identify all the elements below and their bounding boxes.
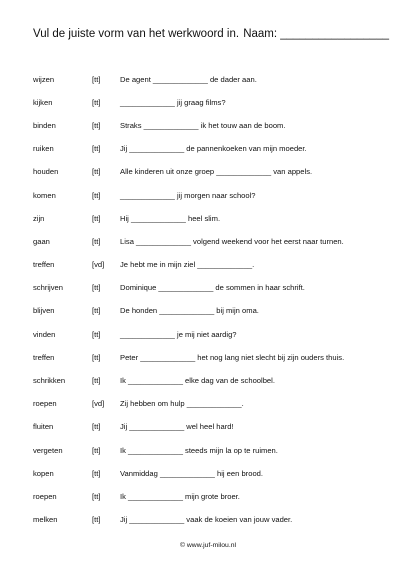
verb-infinitive: blijven [33,306,55,316]
verb-infinitive: binden [33,120,56,130]
exercise-sentence: Vanmiddag _____________ hij een brood. [120,468,263,478]
tense-tag: [tt] [92,306,101,316]
tense-tag: [tt] [92,329,101,339]
exercise-sentence: Lisa _____________ volgend weekend voor het eerst naar turnen. [120,236,344,246]
tense-tag: [tt] [92,376,101,386]
exercise-row [33,161,393,184]
tense-tag: [tt] [92,283,101,293]
exercise-sentence: Jij _____________ wel heel hard! [120,422,234,432]
exercise-sentence: Alle kinderen uit onze groep _____________ van appels. [120,167,313,177]
exercise-sentence: Peter _____________ het nog lang niet slecht bij zijn ouders thuis. [120,352,345,362]
tense-tag: [tt] [92,74,101,84]
exercise-row [33,462,393,485]
exercise-sentence: Zij hebben om hulp _____________. [120,399,244,409]
tense-tag: [tt] [92,144,101,154]
exercise-row [33,254,393,277]
verb-infinitive: kijken [33,97,53,107]
exercise-row [33,369,393,392]
verb-infinitive: houden [33,167,59,177]
copyright-footer: © www.juf-milou.nl [180,542,236,549]
worksheet-header [33,26,389,42]
verb-infinitive: fluiten [33,422,54,432]
exercise-row [33,91,393,114]
exercise-row [33,138,393,161]
verb-infinitive: treffen [33,352,55,362]
exercise-sentence: De agent _____________ de dader aan. [120,74,257,84]
exercise-sentence: _____________ je mij niet aardig? [120,329,237,339]
tense-tag: [tt] [92,167,101,177]
tense-tag: [tt] [92,445,101,455]
verb-infinitive: gaan [33,236,50,246]
exercise-row [33,346,393,369]
verb-infinitive: melken [33,515,58,525]
exercise-sentence: Straks _____________ ik het touw aan de boom. [120,120,286,130]
exercise-list [33,68,393,532]
verb-infinitive: schrikken [33,376,66,386]
exercise-sentence: Ik _____________ elke dag van de schoolbel. [120,376,275,386]
verb-infinitive: ruiken [33,144,54,154]
exercise-sentence: Hij _____________ heel slim. [120,213,221,223]
exercise-row [33,509,393,532]
tense-tag: [tt] [92,422,101,432]
exercise-row [33,300,393,323]
verb-infinitive: roepen [33,491,57,501]
tense-tag: [tt] [92,97,101,107]
exercise-row [33,416,393,439]
verb-infinitive: schrijven [33,283,63,293]
exercise-row [33,323,393,346]
verb-infinitive: roepen [33,399,57,409]
tense-tag: [tt] [92,515,101,525]
name-field-label: Naam: _________________ [243,28,389,40]
exercise-row [33,230,393,253]
exercise-sentence: Ik _____________ steeds mijn la op te ruimen. [120,445,278,455]
verb-infinitive: komen [33,190,56,200]
exercise-row [33,393,393,416]
exercise-sentence: Jij _____________ de pannenkoeken van mijn moeder. [120,144,307,154]
exercise-row [33,184,393,207]
tense-tag: [tt] [92,236,101,246]
exercise-sentence: Ik _____________ mijn grote broer. [120,491,240,501]
verb-infinitive: vergeten [33,445,63,455]
tense-tag: [tt] [92,468,101,478]
tense-tag: [tt] [92,352,101,362]
verb-infinitive: wijzen [33,74,55,84]
exercise-row [33,68,393,91]
exercise-sentence: Jij _____________ vaak de koeien van jouw vader. [120,515,293,525]
exercise-sentence: Je hebt me in mijn ziel _____________. [120,260,255,270]
tense-tag: [tt] [92,491,101,501]
tense-tag: [tt] [92,213,101,223]
tense-tag: [tt] [92,190,101,200]
exercise-sentence: _____________ jij graag films? [120,97,226,107]
verb-infinitive: kopen [33,468,54,478]
verb-infinitive: treffen [33,260,55,270]
exercise-row [33,207,393,230]
exercise-row [33,485,393,508]
exercise-row [33,277,393,300]
tense-tag: [vd] [92,399,105,409]
instruction-title: Vul de juiste vorm van het werkwoord in. [33,28,240,40]
tense-tag: [vd] [92,260,105,270]
exercise-sentence: De honden _____________ bij mijn oma. [120,306,259,316]
verb-infinitive: zijn [33,213,45,223]
verb-infinitive: vinden [33,329,56,339]
exercise-row [33,439,393,462]
exercise-row [33,114,393,137]
tense-tag: [tt] [92,120,101,130]
exercise-sentence: Dominique _____________ de sommen in haar schrift. [120,283,305,293]
exercise-sentence: _____________ jij morgen naar school? [120,190,256,200]
